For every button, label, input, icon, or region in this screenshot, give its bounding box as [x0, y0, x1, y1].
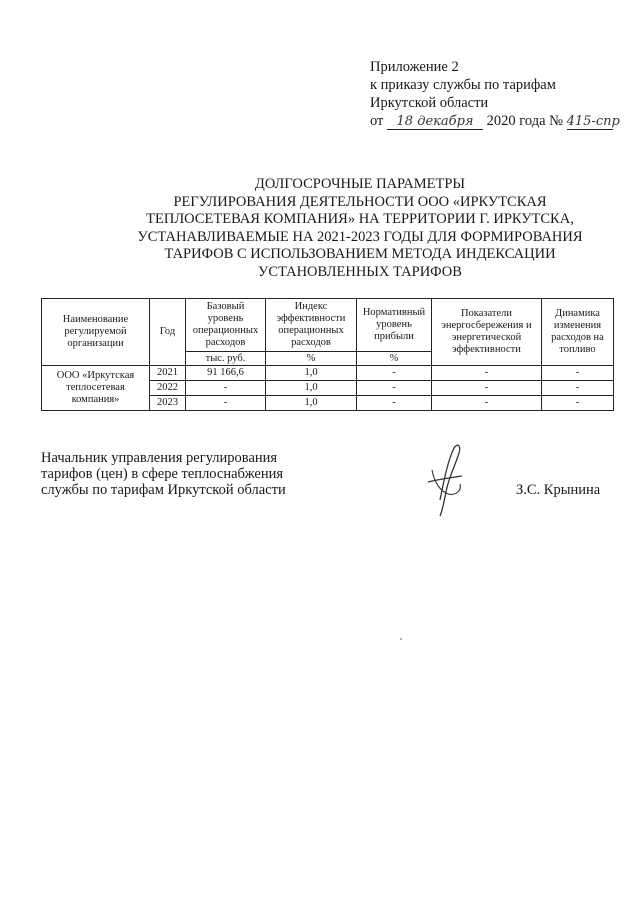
parameters-table — [41, 298, 614, 411]
signer-position-line: службы по тарифам Иркутской области — [41, 482, 286, 498]
cell-base: - — [186, 396, 266, 411]
table-row — [42, 366, 614, 381]
header-base-level: Базовый уровень операционных расходов — [186, 299, 266, 352]
cell-energy: - — [432, 366, 542, 381]
scan-speck — [400, 638, 402, 640]
cell-year: 2021 — [150, 366, 186, 381]
unit-index: % — [266, 352, 357, 366]
header-efficiency-index: Индекс эффективности операционных расходов — [266, 299, 357, 352]
title-line: ТАРИФОВ С ИСПОЛЬЗОВАНИЕМ МЕТОДА ИНДЕКСАЦИИ — [164, 246, 556, 262]
cell-base: - — [186, 381, 266, 396]
appendix-date-line — [370, 112, 620, 130]
header-energy-saving: Показатели энергосбережения и энергетической эффективности — [432, 299, 542, 366]
cell-fuel: - — [542, 396, 614, 411]
signer-position-line: тарифов (цен) в сфере теплоснабжения — [41, 466, 284, 482]
signature-block — [41, 450, 286, 498]
organization-name: ООО «Иркутская теплосетевая компания» — [42, 366, 150, 411]
date-prefix: от — [370, 113, 384, 129]
header-organization: Наименование регулируемой организации — [42, 299, 150, 366]
cell-fuel: - — [542, 366, 614, 381]
cell-profit: - — [357, 366, 432, 381]
title-line: УСТАНОВЛЕННЫХ ТАРИФОВ — [258, 263, 462, 280]
year-text: 2020 года № — [486, 113, 563, 129]
header-year: Год — [150, 299, 186, 366]
signer-name: З.С. Крынина — [516, 482, 601, 498]
cell-profit: - — [357, 396, 432, 411]
cell-fuel: - — [542, 381, 614, 396]
signer-position-line: Начальник управления регулирования — [41, 450, 278, 466]
cell-index: 1,0 — [266, 381, 357, 396]
unit-base: тыс. руб. — [186, 352, 266, 366]
cell-energy: - — [432, 381, 542, 396]
table-header-row — [42, 299, 614, 352]
cell-energy: - — [432, 396, 542, 411]
appendix-order-line: к приказу службы по тарифам — [370, 77, 556, 93]
cell-profit: - — [357, 381, 432, 396]
document-title — [120, 176, 600, 281]
appendix-block — [370, 58, 620, 130]
title-line: ДОЛГОСРОЧНЫЕ ПАРАМЕТРЫ — [254, 176, 466, 192]
title-line: ТЕПЛОСЕТЕВАЯ КОМПАНИЯ» НА ТЕРРИТОРИИ Г. ИРКУТСКА, — [146, 211, 574, 227]
cell-year: 2022 — [150, 381, 186, 396]
cell-index: 1,0 — [266, 396, 357, 411]
handwritten-signature-icon — [418, 440, 478, 520]
handwritten-order-number: 415-спр — [566, 114, 620, 129]
appendix-region-line: Иркутской области — [370, 95, 489, 111]
title-line: УСТАНАВЛИВАЕМЫЕ НА 2021-2023 ГОДЫ ДЛЯ ФОРМИРОВАНИЯ — [137, 228, 583, 245]
cell-index: 1,0 — [266, 366, 357, 381]
appendix-title: Приложение 2 — [370, 59, 459, 75]
header-fuel-dynamics: Динамика изменения расходов на топливо — [542, 299, 614, 366]
cell-year: 2023 — [150, 396, 186, 411]
cell-base: 91 166,6 — [186, 366, 266, 381]
handwritten-date: 18 декабря — [387, 114, 483, 130]
unit-profit: % — [357, 352, 432, 366]
header-profit-level: Нормативный уровень прибыли — [357, 299, 432, 352]
title-line: РЕГУЛИРОВАНИЯ ДЕЯТЕЛЬНОСТИ ООО «ИРКУТСКАЯ — [173, 193, 547, 210]
